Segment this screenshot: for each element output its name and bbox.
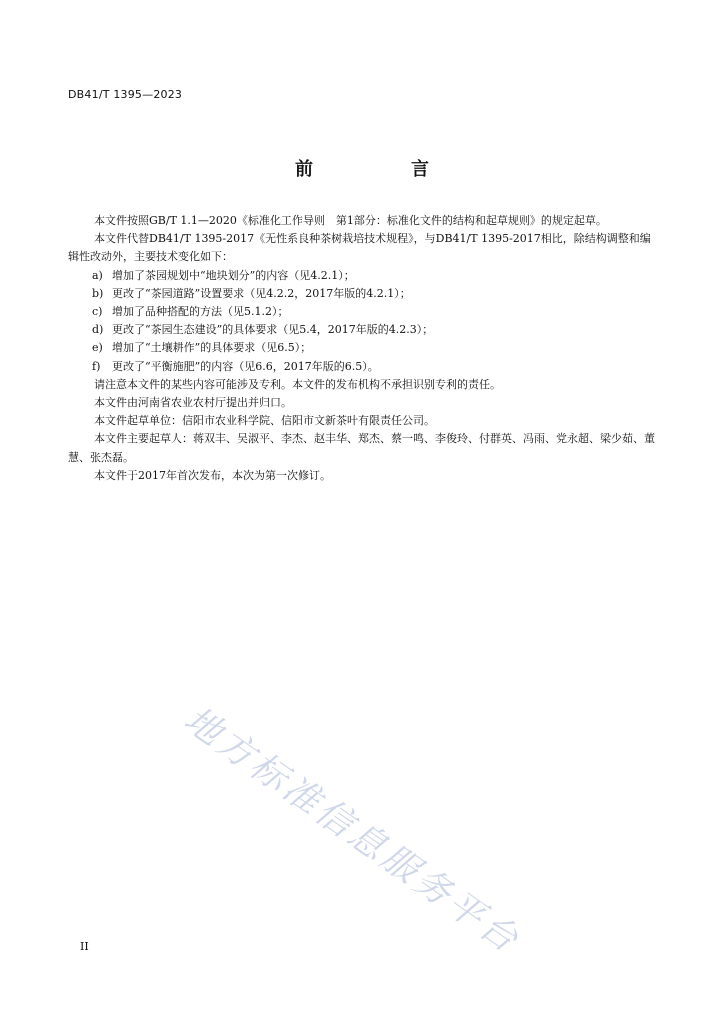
list-marker: e) [92, 341, 103, 355]
list-marker: c) [92, 305, 103, 319]
list-marker: d) [92, 323, 104, 337]
list-item-text: 更改了“茶园生态建设”的具体要求（见5.4，2017年版的4.2.3）； [112, 323, 434, 337]
list-item [68, 285, 658, 303]
page-number: II [80, 940, 89, 953]
paragraph-drafting-units: 本文件起草单位：信阳市农业科学院、信阳市文新茶叶有限责任公司。 [94, 414, 435, 428]
list-marker: a) [92, 268, 103, 282]
list-item [68, 358, 658, 376]
paragraph-patent-notice: 请注意本文件的某些内容可能涉及专利。本文件的发布机构不承担识别专利的责任。 [94, 377, 501, 391]
page-title: 前 言 [295, 159, 469, 180]
list-item [68, 267, 658, 285]
paragraph-drafters: 本文件主要起草人：蒋双丰、吴淑平、李杰、赵丰华、郑杰、蔡一鸣、李俊玲、付群英、冯雨、党永超、梁少茹、董慧、张杰磊。 [68, 432, 655, 464]
watermark: 地方标准信息服务平台 [176, 699, 528, 963]
paragraph-history: 本文件于2017年首次发布，本次为第一次修订。 [94, 468, 331, 482]
list-item-text: 更改了“茶园道路”设置要求（见4.2.2，2017年版的4.2.1）； [112, 286, 411, 300]
list-item [68, 303, 658, 321]
paragraph-drafting-basis: 本文件按照GB/T 1.1—2020《标准化工作导则 第1部分：标准化文件的结构和起草规则》的规定起草。 [94, 214, 607, 227]
document-code: DB41/T 1395—2023 [68, 88, 183, 101]
list-marker: b) [92, 286, 104, 300]
list-item-text: 增加了茶园规划中“地块划分”的内容（见4.2.1）； [112, 268, 355, 282]
foreword-content [68, 212, 658, 485]
list-item [68, 339, 658, 357]
list-item-text: 更改了“平衡施肥”的内容（见6.6，2017年版的6.5）。 [112, 359, 379, 373]
paragraph-replacement: 本文件代替DB41/T 1395-2017《无性系良种茶树栽培技术规程》，与DB41/T 1395-2017相比，除结构调整和编辑性改动外，主要技术变化如下： [68, 232, 651, 264]
paragraph-proposer: 本文件由河南省农业农村厅提出并归口。 [94, 396, 292, 410]
list-item-text: 增加了品种搭配的方法（见5.1.2）； [112, 305, 289, 319]
list-item [68, 321, 658, 339]
list-item-text: 增加了“土壤耕作”的具体要求（见6.5）； [112, 341, 312, 355]
list-marker: f) [92, 359, 101, 373]
